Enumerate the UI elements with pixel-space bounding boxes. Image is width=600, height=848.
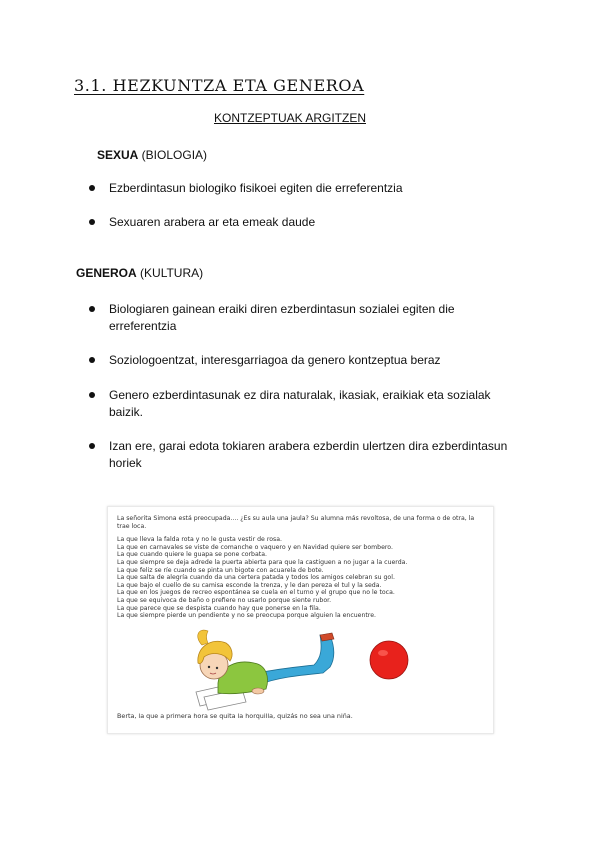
list-item-text: Ezberdintasun biologiko fisikoei egiten die erreferentzia bbox=[109, 181, 403, 195]
girl-legs-icon bbox=[258, 633, 334, 685]
list-item-text: Sexuaren arabera ar eta emeak daude bbox=[109, 215, 316, 229]
bullet-icon bbox=[89, 219, 95, 225]
subtitle-text: KONTZEPTUAK ARGITZEN bbox=[213, 111, 366, 125]
figure-line: La que en carnavales se viste de comanche o vaquero y en Navidad quiere ser bombero. bbox=[117, 543, 393, 551]
list-item-text: Genero ezberdintasunak ez dira naturalak, ikasiak, eraikiak eta sozialak baizik. bbox=[109, 388, 491, 419]
bullet-icon bbox=[89, 392, 95, 398]
list-item-text: Soziologoentzat, interesgarriagoa da genero kontzeptua beraz bbox=[109, 353, 441, 367]
figure-line: La que siempre se deja adrede la puerta abierta para que la castiguen a no jugar a la cuerda. bbox=[117, 558, 408, 566]
sexua-qualifier: (BIOLOGIA) bbox=[138, 148, 208, 162]
bullet-icon bbox=[89, 443, 95, 449]
list-item-text: Izan ere, garai edota tokiaren arabera ezberdin ulertzen dira ezberdintasun horiek bbox=[109, 439, 508, 470]
section-title: 3.1. HEZKUNTZA ETA GENEROA bbox=[74, 76, 365, 95]
figure-line: La que bajo el cuello de su camisa esconde la trenza, y le dan pereza el tul y la seda. bbox=[117, 581, 382, 589]
generoa-label: GENEROA bbox=[76, 266, 137, 280]
list-item-text: Biologiaren gainean eraiki diren ezberdintasun sozialei egiten die erreferentzia bbox=[109, 302, 455, 333]
figure-intro: La señorita Simona está preocupada.... ¿Es su aula una jaula? Su alumna más revoltosa, de una forma o de otra, la trae loca. bbox=[117, 515, 475, 530]
figure-line: La que se equivoca de baño o prefiere no usarlo porque siente rubor. bbox=[117, 596, 332, 604]
bullet-icon bbox=[89, 357, 95, 363]
figure-line: La que lleva la falda rota y no le gusta vestir de rosa. bbox=[117, 536, 283, 544]
figure-line: La que en los juegos de recreo espontánea se cuela en el turno y el grupo que no le toca. bbox=[117, 589, 395, 597]
figure-line: La que siempre pierde un pendiente y no se preocupa porque alguien la encuentre. bbox=[117, 612, 376, 620]
sexua-heading bbox=[97, 148, 207, 162]
figure-line: La que cuando quiere le guapa se pone corbata. bbox=[117, 551, 267, 559]
illustration-figure bbox=[107, 506, 494, 734]
figure-line: La que parece que se despista cuando hay que ponerse en la fila. bbox=[117, 604, 321, 612]
figure-line: La que salta de alegría cuando da una certera patada y todos los amigos celebran su gol. bbox=[117, 574, 395, 582]
bullet-icon bbox=[89, 185, 95, 191]
figure-caption: Berta, la que a primera hora se quita la horquilla, quizás no sea una niña. bbox=[117, 712, 353, 720]
generoa-heading bbox=[76, 266, 203, 280]
bullet-icon bbox=[89, 306, 95, 312]
figure-line: La que feliz se ríe cuando se pinta un bigote con acuarela de bote. bbox=[117, 566, 324, 574]
red-ball-icon bbox=[370, 641, 408, 679]
girl-illustration bbox=[108, 507, 493, 733]
subtitle bbox=[0, 111, 600, 125]
generoa-qualifier: (KULTURA) bbox=[136, 266, 204, 280]
sexua-label: SEXUA bbox=[97, 148, 139, 162]
